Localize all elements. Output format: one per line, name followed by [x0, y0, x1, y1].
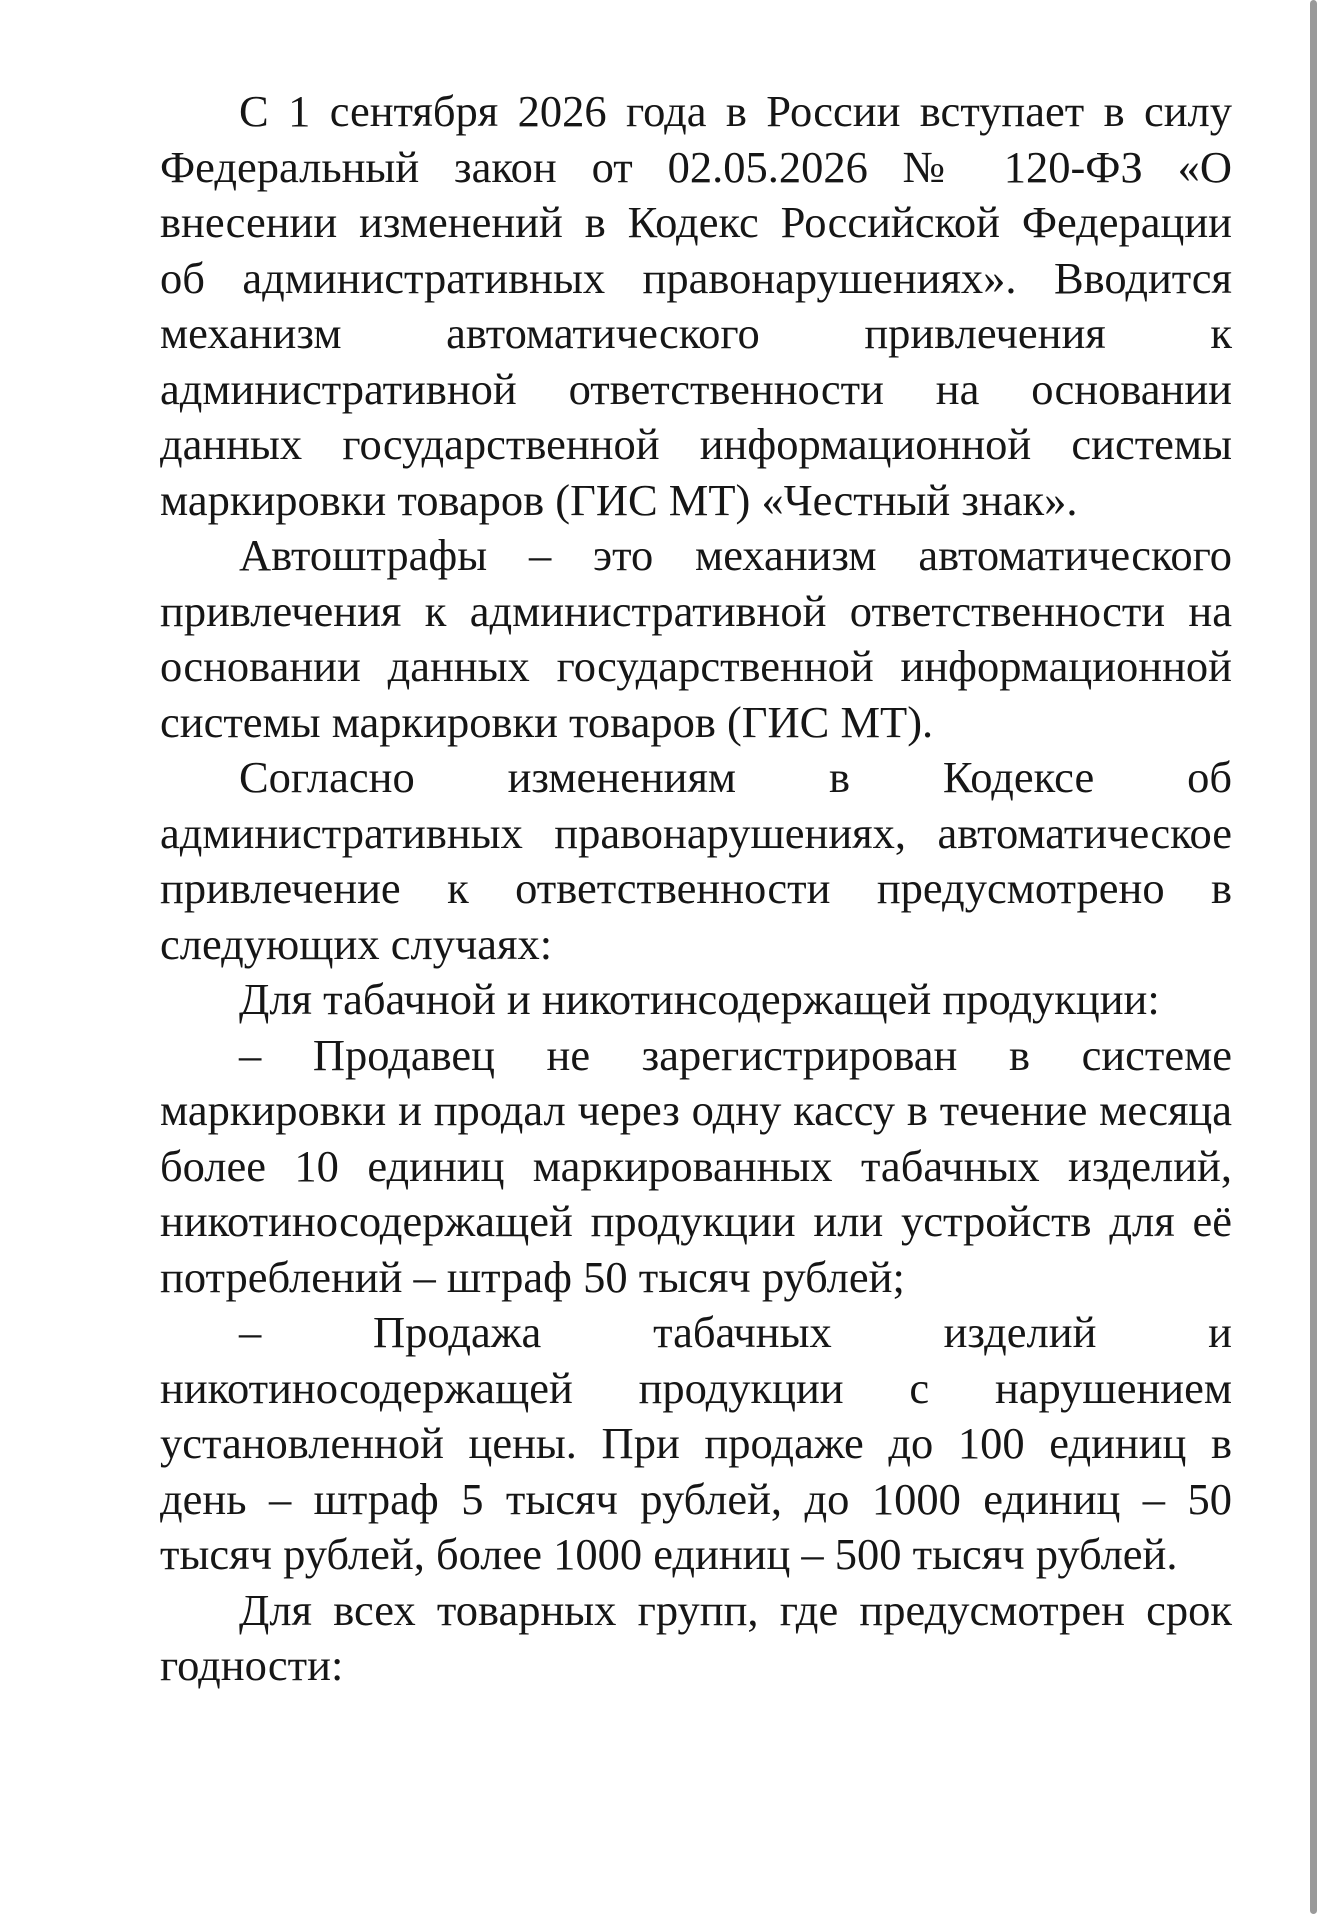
- vertical-scrollbar[interactable]: [1302, 0, 1320, 1914]
- paragraph-expiry-heading: Для всех товарных групп, где предусмотрен срок годности:: [160, 1584, 1232, 1690]
- list-item-unregistered-seller: – Продавец не зарегистрирован в системе маркировки и продал через одну кассу в течение месяца более 10 единиц маркированных табачных изделий, никотиносодержащей продукции или устройств для её потреблений – штраф 50 тысяч рублей;: [160, 1029, 1232, 1302]
- scrollbar-thumb[interactable]: [1310, 0, 1317, 1914]
- document-body: [160, 84, 1232, 1694]
- list-item-price-violation: – Продажа табачных изделий и никотиносодержащей продукции с нарушением установленной цены. При продаже до 100 единиц в день – штраф 5 тысяч рублей, до 1000 единиц – 50 тысяч рублей, более 1000 единиц – 500 тысяч рублей.: [160, 1307, 1232, 1579]
- paragraph-law-intro: С 1 сентября 2026 года в России вступает в силу Федеральный закон от 02.05.2026 № 120-ФЗ «О внесении изменений в Кодекс Российской Федерации об административных правонарушениях». Вводится механизм автоматического привлечения к административной ответственности на основании данных государственной информационной системы маркировки товаров (ГИС МТ) «Честный знак».: [160, 86, 1232, 525]
- paragraph-autofines-definition: Автоштрафы – это механизм автоматического привлечения к административной ответственности на основании данных государственной информационной системы маркировки товаров (ГИС МТ).: [160, 530, 1232, 747]
- paragraph-tobacco-heading: Для табачной и никотинсодержащей продукции:: [239, 974, 1160, 1024]
- paragraph-cases-intro: Согласно изменениям в Кодексе об административных правонарушениях, автоматическое привлечение к ответственности предусмотрено в следующих случаях:: [160, 752, 1232, 969]
